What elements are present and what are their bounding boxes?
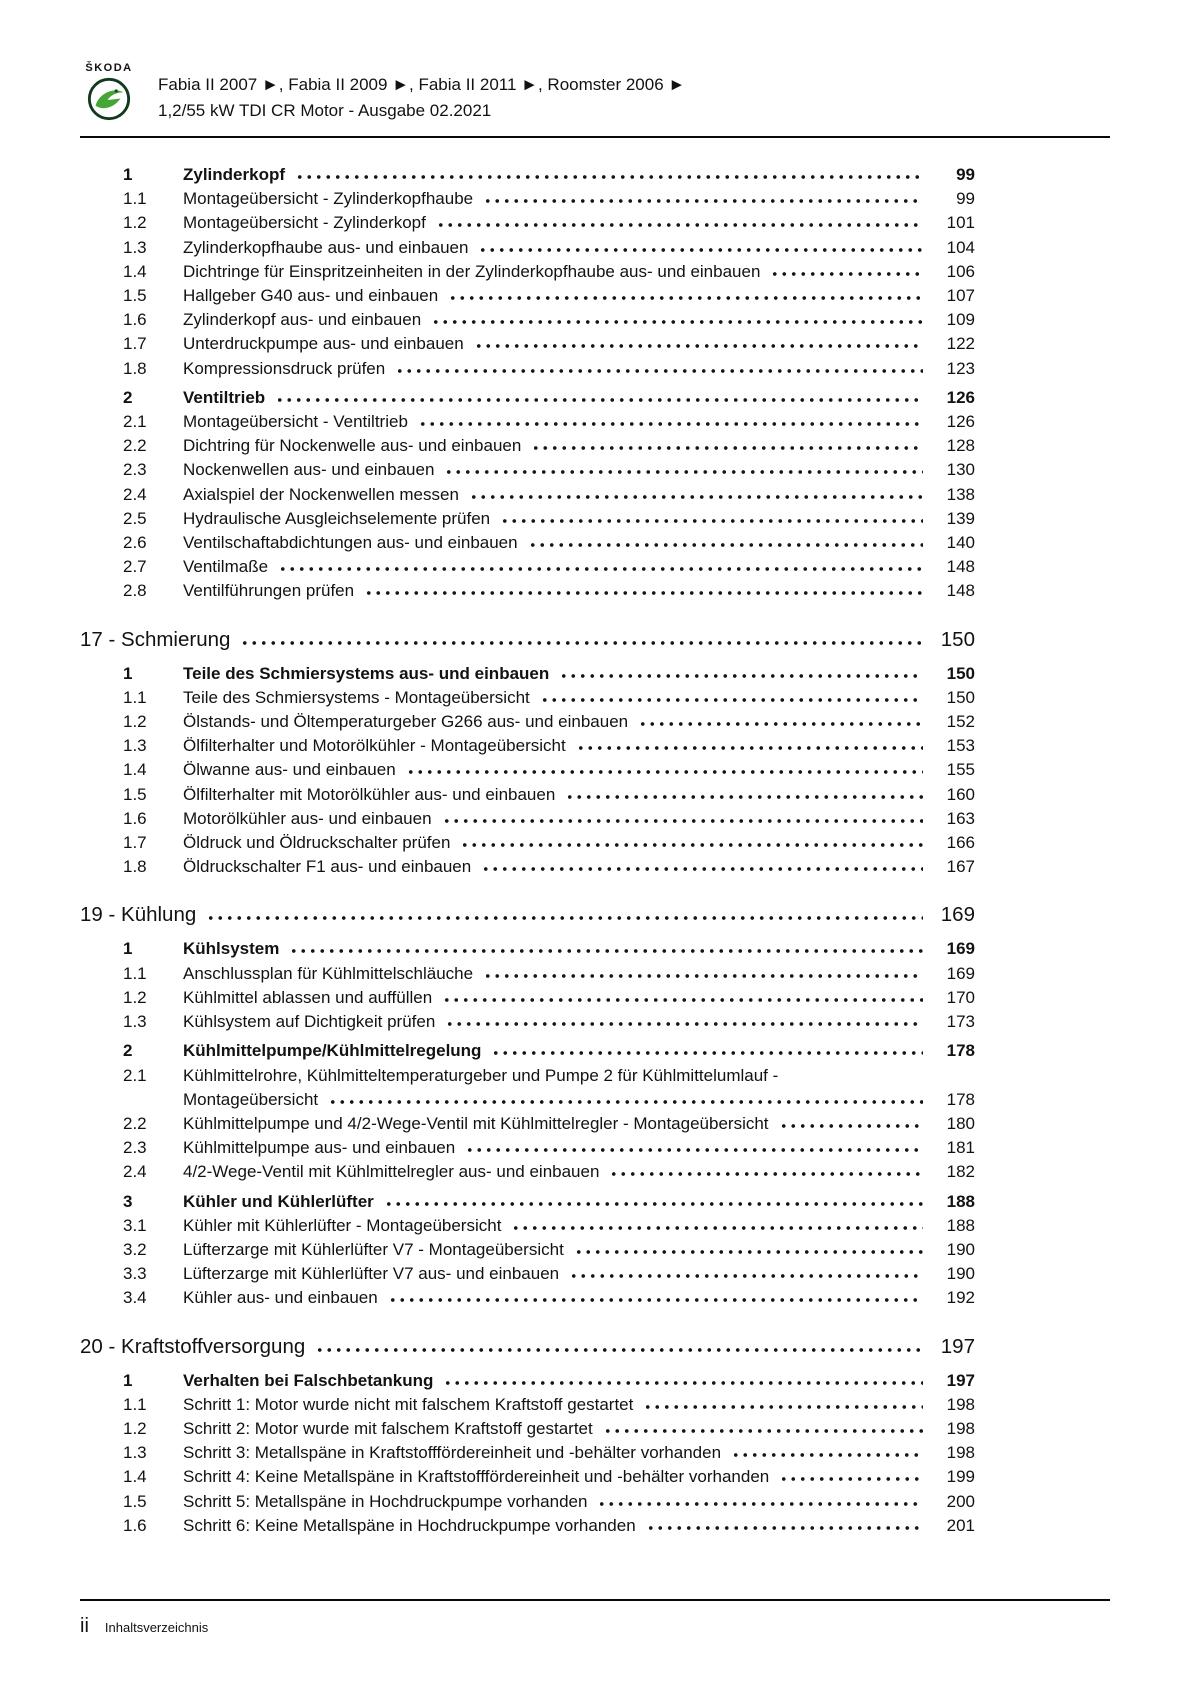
toc-row-1-2 [80, 211, 975, 235]
toc-dot-leader [574, 1241, 923, 1255]
toc-dot-leader [364, 582, 923, 596]
toc-dot-leader [469, 486, 923, 500]
toc-row-2-1 [80, 1064, 975, 1088]
toc-entry-page: 182 [946, 1162, 975, 1182]
toc-entry-number: 1 [123, 939, 133, 959]
toc-entry-number: 1.6 [123, 310, 147, 330]
toc-entry-page: 166 [946, 833, 975, 853]
toc-entry-title: Dichtringe für Einspritzeinheiten in der Zylinderkopfhaube aus- und einbauen [183, 261, 761, 281]
toc-entry-number: 1.2 [123, 1418, 147, 1438]
toc-row-1-8 [80, 357, 975, 381]
toc-row-2-3 [80, 458, 975, 482]
toc-entry-page: 198 [946, 1394, 975, 1414]
toc-dot-leader [491, 1042, 923, 1056]
header-models: Fabia II 2007 ►, Fabia II 2009 ►, Fabia II 2011 ►, Roomster 2006 ► [158, 75, 686, 94]
toc-entry-page: 130 [946, 460, 975, 480]
toc-entry-title: Ventilschaftabdichtungen aus- und einbauen [183, 533, 518, 553]
toc-entry-page: 178 [946, 1089, 975, 1109]
toc-row-2-7 [80, 555, 975, 579]
toc-dot-leader [465, 1139, 923, 1153]
toc-dot-leader [511, 1217, 923, 1231]
toc-entry-page: 126 [946, 412, 975, 432]
toc-dot-leader [569, 1265, 923, 1279]
toc-dot-leader [638, 713, 923, 727]
toc-row-19 [80, 901, 975, 928]
toc-entry-page: 170 [946, 987, 975, 1007]
toc-row-1-4 [80, 1465, 975, 1489]
toc-dot-leader [442, 810, 923, 824]
skoda-winged-arrow-icon [86, 76, 132, 122]
toc-dot-leader [431, 311, 923, 325]
toc-dot-leader [445, 1013, 923, 1027]
toc-row-1-8 [80, 855, 975, 879]
toc-entry-number: 1.1 [123, 687, 147, 707]
toc-entry-page: 192 [946, 1288, 975, 1308]
toc-entry-title: Ventiltrieb [183, 387, 266, 407]
toc-entry-title: Montageübersicht [183, 1089, 319, 1109]
toc-entry-page: 200 [946, 1491, 975, 1511]
toc-dot-leader [478, 239, 923, 253]
toc-entry-title: Öldruck und Öldruckschalter prüfen [183, 833, 451, 853]
footer-label: Inhaltsverzeichnis [104, 1620, 209, 1635]
toc-entry-title: Ventilmaße [183, 557, 269, 577]
toc-dot-leader [406, 761, 923, 775]
toc-entry-number: 2.5 [123, 508, 147, 528]
toc-dot-leader [483, 965, 923, 979]
toc-entry-number: 1.7 [123, 833, 147, 853]
toc-row-1-3 [80, 734, 975, 758]
toc-entry-number: 1 [123, 663, 133, 683]
skoda-logo [80, 62, 138, 122]
toc-entry-page: 101 [946, 213, 975, 233]
toc-dot-leader [328, 1091, 923, 1105]
toc-entry-page: 138 [946, 484, 975, 504]
toc-row-2-5 [80, 507, 975, 531]
toc-entry-number: 1.1 [123, 1394, 147, 1414]
skoda-brand-text: ŠKODA [85, 62, 133, 74]
toc-row-2-2 [80, 434, 975, 458]
toc-entry-number: 2.3 [123, 460, 147, 480]
toc-entry-page: 152 [946, 712, 975, 732]
toc-entry-number: 2.2 [123, 436, 147, 456]
toc-row-3-2 [80, 1238, 975, 1262]
toc-row-2-8 [80, 579, 975, 603]
toc-dot-leader [597, 1493, 923, 1507]
toc-entry-page: 104 [946, 237, 975, 257]
toc-dot-leader [444, 461, 923, 475]
toc-entry-title: Anschlussplan für Kühlmittelschläuche [183, 963, 474, 983]
toc-row-3 [80, 1190, 975, 1214]
toc-row-1-3 [80, 1010, 975, 1034]
toc-entry-page: 148 [946, 557, 975, 577]
toc-dot-leader [528, 534, 923, 548]
toc-dot-leader [603, 1420, 923, 1434]
toc-entry-title: 19 - Kühlung [80, 903, 197, 927]
toc-entry-number: 1.1 [123, 963, 147, 983]
toc-entry-number: 1.5 [123, 286, 147, 306]
toc-entry-number: 1.3 [123, 237, 147, 257]
toc-row-2-2 [80, 1112, 975, 1136]
toc-entry-title: Kühlmittel ablassen und auffüllen [183, 987, 433, 1007]
toc-entry-page: 123 [946, 358, 975, 378]
toc-entry-title: Schritt 4: Keine Metallspäne in Kraftstofffördereinheit und -behälter vorhanden [183, 1467, 770, 1487]
toc-row-3-3 [80, 1262, 975, 1286]
toc-entry-number: 1.2 [123, 213, 147, 233]
toc-entry-number: 1.6 [123, 1515, 147, 1535]
toc-dot-leader [278, 558, 923, 572]
page-header [80, 62, 1110, 124]
toc-entry-number: 3 [123, 1191, 133, 1211]
toc-entry-title: Kühler aus- und einbauen [183, 1288, 378, 1308]
toc-entry-page: 128 [946, 436, 975, 456]
toc-dot-leader [240, 632, 923, 646]
toc-entry-number: 1.8 [123, 358, 147, 378]
toc-entry-page: 198 [946, 1443, 975, 1463]
toc-dot-leader [460, 834, 923, 848]
toc-row-1-6 [80, 807, 975, 831]
toc-entry-title: Kühlmittelpumpe/Kühlmittelregelung [183, 1041, 482, 1061]
header-subtitle: 1,2/55 kW TDI CR Motor - Ausgabe 02.2021 [158, 101, 492, 120]
toc-entry-page: 99 [956, 165, 975, 184]
toc-dot-leader [418, 413, 923, 427]
toc-entry-title: Teile des Schmiersystems - Montageübersicht [183, 687, 530, 707]
toc-entry-title: Lüfterzarge mit Kühlerlüfter V7 aus- und einbauen [183, 1264, 560, 1284]
toc-entry-number: 2 [123, 387, 133, 407]
toc-entry-page: 140 [946, 533, 975, 553]
toc-row-1 [80, 163, 975, 187]
toc-entry-number: 2.7 [123, 557, 147, 577]
toc-entry-title: Hallgeber G40 aus- und einbauen [183, 286, 439, 306]
toc-entry-number: 1 [123, 165, 133, 184]
toc-row-1-4 [80, 260, 975, 284]
toc-dot-leader [540, 689, 923, 703]
toc-entry-title: Schritt 3: Metallspäne in Kraftstofffördereinheit und -behälter vorhanden [183, 1443, 722, 1463]
toc-dot-leader [481, 858, 923, 872]
toc-entry-page: 169 [946, 963, 975, 983]
toc-row-1-5 [80, 1490, 975, 1514]
toc-entry-number: 3.3 [123, 1264, 147, 1284]
toc-entry-page: 150 [946, 663, 975, 683]
toc-row-2-4 [80, 483, 975, 507]
toc-entry-title: Schritt 2: Motor wurde mit falschem Kraftstoff gestartet [183, 1418, 593, 1438]
toc-entry-title: Axialspiel der Nockenwellen messen [183, 484, 459, 504]
toc-entry-page: 150 [946, 687, 975, 707]
toc-entry-page: 150 [940, 627, 975, 651]
toc-row-1-6 [80, 1514, 975, 1538]
toc-entry-title: Verhalten bei Falschbetankung [183, 1370, 434, 1390]
toc-entry-page: 201 [946, 1515, 975, 1535]
table-of-contents [80, 138, 1110, 1564]
toc-entry-number: 2.1 [123, 412, 147, 432]
toc-entry-page: 163 [946, 808, 975, 828]
toc-entry-number: 1.8 [123, 857, 147, 877]
toc-entry-page: 153 [946, 736, 975, 756]
toc-entry-page: 160 [946, 784, 975, 804]
toc-row-2-4 [80, 1160, 975, 1184]
toc-entry-page: 199 [946, 1467, 975, 1487]
toc-entry-title: 17 - Schmierung [80, 627, 231, 651]
toc-entry-number: 1.7 [123, 334, 147, 354]
toc-entry-number: 1.2 [123, 987, 147, 1007]
toc-entry-title: Ölwanne aus- und einbauen [183, 760, 396, 780]
toc-entry-number: 3.2 [123, 1239, 147, 1259]
toc-entry-page: 139 [946, 508, 975, 528]
toc-row-1-2 [80, 986, 975, 1010]
toc-entry-page: 107 [946, 286, 975, 306]
toc-row-2 [80, 386, 975, 410]
toc-entry-page: 198 [946, 1418, 975, 1438]
toc-entry-title: 20 - Kraftstoffversorgung [80, 1334, 306, 1358]
toc-entry-number: 2.4 [123, 1162, 147, 1182]
toc-row-1-7 [80, 332, 975, 356]
toc-entry-number: 2 [123, 1041, 133, 1061]
toc-entry-number: 1.4 [123, 261, 147, 281]
toc-entry-page: 169 [946, 939, 975, 959]
toc-entry-page: 181 [946, 1138, 975, 1158]
toc-dot-leader [770, 263, 923, 277]
toc-entry-title: Zylinderkopf [183, 165, 286, 184]
toc-row-1-4 [80, 758, 975, 782]
toc-entry-title: Dichtring für Nockenwelle aus- und einbauen [183, 436, 522, 456]
toc-entry-title: Montageübersicht - Zylinderkopfhaube [183, 189, 474, 209]
toc-entry-number: 1.2 [123, 712, 147, 732]
toc-row-1-3 [80, 236, 975, 260]
toc-entry-page: 173 [946, 1012, 975, 1032]
toc-row-1 [80, 662, 975, 686]
toc-entry-title: Kühler mit Kühlerlüfter - Montageübersicht [183, 1215, 502, 1235]
toc-row-1-6 [80, 308, 975, 332]
toc-dot-leader [315, 1339, 923, 1353]
toc-dot-leader [384, 1193, 923, 1207]
toc-entry-title: Kühlmittelrohre, Kühlmitteltemperaturgeber und Pumpe 2 für Kühlmittelumlauf - [183, 1065, 779, 1085]
toc-dot-leader [559, 665, 923, 679]
toc-dot-leader [500, 510, 923, 524]
toc-entry-page: 180 [946, 1113, 975, 1133]
toc-dot-leader [731, 1444, 923, 1458]
toc-entry-page: 167 [946, 857, 975, 877]
toc-entry-title: Schritt 6: Keine Metallspäne in Hochdruckpumpe vorhanden [183, 1515, 636, 1535]
toc-entry-number: 2.6 [123, 533, 147, 553]
toc-entry-number: 1 [123, 1370, 133, 1390]
toc-dot-leader [565, 786, 923, 800]
toc-entry-title: Montageübersicht - Ventiltrieb [183, 412, 408, 432]
toc-row-2 [80, 1039, 975, 1063]
toc-dot-leader [483, 190, 923, 204]
toc-entry-title: Schritt 1: Motor wurde nicht mit falschem Kraftstoff gestartet [183, 1394, 634, 1414]
toc-entry-page: 190 [946, 1264, 975, 1284]
toc-entry-page: 188 [946, 1191, 975, 1211]
toc-entry-title: Zylinderkopfhaube aus- und einbauen [183, 237, 469, 257]
toc-row-1-2 [80, 710, 975, 734]
toc-entry-page: 126 [946, 387, 975, 407]
toc-row-2-6 [80, 531, 975, 555]
toc-entry-number: 2.1 [123, 1065, 147, 1085]
toc-entry-number: 3.1 [123, 1215, 147, 1235]
toc-dot-leader [388, 1289, 923, 1303]
footer-page-number: ii [80, 1615, 89, 1637]
toc-entry-number: 1.3 [123, 1443, 147, 1463]
toc-entry-page: 109 [946, 310, 975, 330]
toc-entry-title: Nockenwellen aus- und einbauen [183, 460, 435, 480]
page-footer [80, 1601, 1110, 1638]
toc-entry-number: 2.3 [123, 1138, 147, 1158]
toc-entry-number: 1.5 [123, 784, 147, 804]
toc-row-1-1 [80, 187, 975, 211]
toc-entry-number: 1.3 [123, 1012, 147, 1032]
toc-entry-title: Lüfterzarge mit Kühlerlüfter V7 - Montageübersicht [183, 1239, 564, 1259]
toc-dot-leader [289, 940, 923, 954]
toc-entry-title: Ventilführungen prüfen [183, 581, 355, 601]
toc-entry-number: 1.4 [123, 1467, 147, 1487]
toc-entry-page: 190 [946, 1239, 975, 1259]
toc-dot-leader [206, 907, 923, 921]
toc-entry-page: 197 [946, 1370, 975, 1390]
toc-entry-title: Kühlsystem [183, 939, 280, 959]
toc-entry-number: 2.8 [123, 581, 147, 601]
toc-entry-title: Kompressionsdruck prüfen [183, 358, 386, 378]
toc-dot-leader [442, 989, 923, 1003]
toc-row-3-1 [80, 1214, 975, 1238]
toc-row-3-4 [80, 1286, 975, 1310]
toc-entry-title: Öldruckschalter F1 aus- und einbauen [183, 857, 472, 877]
toc-row-20 [80, 1333, 975, 1360]
toc-entry-number: 3.4 [123, 1288, 147, 1308]
toc-dot-leader [779, 1468, 923, 1482]
toc-row-2-1 [80, 410, 975, 434]
toc-entry-page: 99 [956, 189, 975, 209]
toc-dot-leader [779, 1115, 923, 1129]
toc-dot-leader [395, 360, 923, 374]
toc-row-1-1 [80, 1393, 975, 1417]
toc-dot-leader [643, 1396, 923, 1410]
toc-entry-page: 178 [946, 1041, 975, 1061]
toc-entry-title: Teile des Schmiersystems aus- und einbauen [183, 663, 550, 683]
toc-entry-page: 122 [946, 334, 975, 354]
toc-entry-number: 1.4 [123, 760, 147, 780]
toc-entry-title: Motorölkühler aus- und einbauen [183, 808, 432, 828]
toc-dot-leader [576, 737, 923, 751]
toc-entry-page: 169 [940, 903, 975, 927]
toc-entry-number: 1.3 [123, 736, 147, 756]
toc-entry-title: Ölstands- und Öltemperaturgeber G266 aus- und einbauen [183, 712, 629, 732]
toc-row-1-5 [80, 783, 975, 807]
toc-entry-page: 188 [946, 1215, 975, 1235]
toc-row-1-2 [80, 1417, 975, 1441]
toc-entry-number: 2.4 [123, 484, 147, 504]
toc-entry-title: Hydraulische Ausgleichselemente prüfen [183, 508, 491, 528]
toc-dot-leader [295, 166, 923, 180]
toc-row-1-1 [80, 686, 975, 710]
toc-entry-title: Zylinderkopf aus- und einbauen [183, 310, 422, 330]
toc-row-1 [80, 937, 975, 961]
toc-entry-page: 197 [940, 1334, 975, 1358]
toc-row-1-7 [80, 831, 975, 855]
toc-dot-leader [531, 437, 923, 451]
toc-entry-page: 106 [946, 261, 975, 281]
toc-entry-page: 155 [946, 760, 975, 780]
toc-entry-title: Ölfilterhalter mit Motorölkühler aus- und einbauen [183, 784, 556, 804]
toc-dot-leader [609, 1163, 923, 1177]
toc-entry-title: Kühlsystem auf Dichtigkeit prüfen [183, 1012, 436, 1032]
toc-entry-title: Kühlmittelpumpe und 4/2-Wege-Ventil mit Kühlmittelregler - Montageübersicht [183, 1113, 769, 1133]
toc-row-2-3 [80, 1136, 975, 1160]
toc-row-2-1-cont [80, 1088, 975, 1112]
toc-entry-number: 1.5 [123, 1491, 147, 1511]
toc-entry-title: Unterdruckpumpe aus- und einbauen [183, 334, 464, 354]
toc-row-1 [80, 1369, 975, 1393]
toc-row-1-1 [80, 962, 975, 986]
header-text [158, 62, 685, 124]
toc-entry-page: 148 [946, 581, 975, 601]
toc-entry-title: Kühlmittelpumpe aus- und einbauen [183, 1138, 456, 1158]
toc-entry-title: Schritt 5: Metallspäne in Hochdruckpumpe vorhanden [183, 1491, 588, 1511]
toc-row-1-3 [80, 1441, 975, 1465]
toc-entry-title: Ölfilterhalter und Motorölkühler - Montageübersicht [183, 736, 566, 756]
toc-entry-title: Kühler und Kühlerlüfter [183, 1191, 374, 1211]
toc-entry-title: 4/2-Wege-Ventil mit Kühlmittelregler aus- und einbauen [183, 1162, 600, 1182]
toc-entry-number: 2.2 [123, 1113, 147, 1133]
toc-entry-number: 1.6 [123, 808, 147, 828]
toc-dot-leader [474, 335, 923, 349]
toc-dot-leader [443, 1372, 923, 1386]
toc-dot-leader [448, 287, 923, 301]
toc-entry-title: Montageübersicht - Zylinderkopf [183, 213, 426, 233]
toc-dot-leader [275, 389, 923, 403]
toc-dot-leader [646, 1517, 923, 1531]
toc-row-17 [80, 626, 975, 653]
toc-row-1-5 [80, 284, 975, 308]
toc-entry-number: 1.1 [123, 189, 147, 209]
toc-dot-leader [436, 214, 923, 228]
